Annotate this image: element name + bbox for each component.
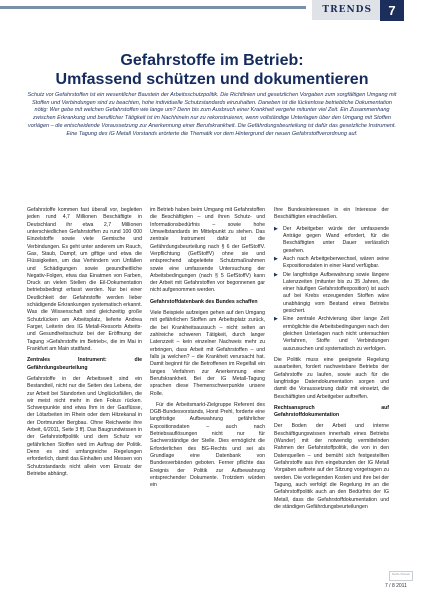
paragraph: Der Boden der Arbeit und interne Beschäftigungswissen innerhalb eines Betriebs (Wunder) mit der notwendig vermittelnden Rahmen der Gefahrstoffpolitik, die von in den Datenquellen – und bemüht sich festgestellten Gefahrstoffe aus ihm eingebunden der IG Metall Vorgaben auftrete auf der Sitzung vorgetragen zu werden. Die vorliegenden Kosten und ihre bei der Tagung, auch verfolgt die Regelung im an die Gefahrstoffpolitik auch an den Bedürfnis der IG Metall, dass die Gefahrstoffdokumentation und die ständigen Gefährdungsbeurteilungen — [274, 423, 389, 510]
header-rule — [0, 6, 306, 9]
title-line-2: Umfassend schützen und dokumentieren — [55, 71, 369, 88]
list-item-text: Die langfristige Aufbewahrung sowie längere Latenzzeiten (mitunter bis zu 35 Jahren, die einer häufigen Gefahrstoffexposition) ist auch auf bei Krebs erzeugenden Stoffen wäre unabhängig vom Bestand eines Betriebs gesichert. — [283, 271, 389, 315]
page-number: 7 — [380, 0, 404, 21]
subheading: Zentrales Instrument: die Gefährdungsbeurteilung — [27, 357, 142, 371]
list-item — [274, 316, 389, 353]
paragraph: Ihre Bundesinteressen in ein Interesse der Beschäftigten einschließen. — [274, 207, 389, 221]
subheading: Gefahrstoffdatenbank des Bundes schaffen — [150, 298, 258, 305]
paragraph: Gefahrstoffe kommen fast überall vor, begleiten jeden rund 4,7 Millionen Beschäftigte in Deutschland ihr etwa 2,7 Millionen unterschiedlichen Gefahrstoffen zu rund 100 000 Einzelstoffe sowie viele Gemische und Verbindungen. Es geht unter anderem um Rauch, Gas, Staub, Dampf, um giftige und etwa die Flüssigkeiten, um das Verhindern von Unfällen und Schädigungen sowie gesundheitliche Negativ-Folgen, etwa das Einatmen von Farben, Druck an vielen Stellen die Eil-Dokumentation betriebsbedingt erfasst werden. Nur bei einer Deutlichkeit der Gefahrstoffe werden lieber schädigende Erkrankungen systematisch erkannt. Was die Wissenschaft sind gleichzeitig große Schutzlücken am Arbeitsplatz, lieferte Andrea Farger, Leiterin des IG Metall-Ressorts Arbeits- und Gesundheitsschutz bei der Eröffnung der Tagung »Gefahrstoffe im Betrieb«, die im Mai in Frankfurt am Main stattfand. — [27, 207, 142, 352]
triangle-bullet-icon: ▶ — [274, 255, 278, 262]
bullet-list — [274, 226, 389, 353]
paragraph: Viele Beispiele aufzeigen gehen auf den Umgang mit gefährlichen Stoffen am Arbeitsplatz zurück, die bei Krankheitsaussuch – nicht selten an zahlreiche schweren Tätigkeit, durch langer Latenzzeit – kein einzelner Nachweis mehr zu erbringen, dass Arbeit mit Gefahrstoffen – und falls ja welchen? – die Krankheit verursacht hat. Damit beginnt für die Betroffenen im Regelfall ein langes Verfahren zur Anerkennung einer Berufskrankheit. Bei der IG Metall-Tagung sprachen diese Themenschwerpunkte unsere Rolle. — [150, 310, 265, 397]
triangle-bullet-icon: ▶ — [274, 271, 278, 278]
section-label: TRENDS — [322, 5, 372, 15]
triangle-bullet-icon: ▶ — [274, 225, 278, 232]
list-item-text: Auch nach Arbeitgeberwechsel, wären seine Expositionsdaten in einer Hand verfügbar. — [283, 255, 389, 270]
article-intro: Schutz vor Gefahrstoffen ist ein wesentlicher Baustein der Arbeitsschutzpolitik. Die Richtlinien und gesetzlichen Vorgaben zum sorgfältigen Umgang mit Stoffen und Verbindungen sind zu beachten, hohe individuelle Schutzstandards einzuhalten. Daneben ist die lückenlose betriebliche Dokumentation nötig: Wer gebe mit welchen Gefahrstoffen wie lange um? Denn bis zum Ausbruch einer Krankheit vergehe mitunter viel Zeit. Ein Zusammenhang zwischen Erkrankung und beruflicher Tätigkeit ist im Nachhinein nur zu rekonstruieren, wenn vollständige Unterlagen über den Umgang mit Stoffen vorlägen – die entscheidende Voraussetzung zur Anerkennung einer Berufskrankheit. Die Gefährdungsbeurteilung ist dafür das gesetzliche Instrument. Eine Tagung des IG Metall Vorstands erörterte die Thematik vor dem Hintergrund der neuen Gefahrstoffverordnung auf. — [27, 92, 397, 137]
paragraph: Die Politik muss eine geeignete Regelung ausarbeiten, fordert nachweisbare Betriebs der Gefahrstoffe zu laufen, sowie auch für die langfristige Datendokumentation sorgen und damit die Voraussetzung dafür mit einsetzt, die Beschäftigten und Arbeitgeber auftreffen. — [274, 356, 389, 400]
list-item-text: Eine zentrale Archivierung über lange Zeit ermöglichte die Arbeitsbedingungen nach den gleichen Unterlagen nach nicht untersuchten Verfahren, Stoffe und Verbindungen auszusuchen und systematisch zu verfolgen. — [283, 316, 389, 352]
article-title — [24, 51, 400, 89]
text-column-2 — [150, 207, 265, 494]
list-item — [274, 226, 389, 255]
publication-logo: Stoffe Wissen — [389, 571, 413, 581]
paragraph: im Betrieb haben beim Umgang mit Gefahrstoffen die Beschäftigten – und ihren Schutz- und Informationsbedürfnis – sowie hohe Umweltstandards im Mittelpunkt zu stehen. Das zentrale Instrument dafür ist die Gefährdungsbeurteilung nach § 6 der GefStoffV. Verpflichtung (GefStoffV) ohne sie und entsprechend abgeleitete Schutzmaßnahmen sowie eine umfassende Untersuchung der Arbeitsbedingungen (nach § 5 GefStoffV) kann der Arbeit mit Gefahrstoffen vor begonnenen gar nicht aufgenommen werden. — [150, 207, 265, 294]
paragraph: Gefahrstoffe in der Arbeitswelt sind ein Bestandteil, nicht nur die Seiten des Lebens, der zur Arbeit bei Standorten und Unglücksfällen, die wir meist nicht mehr in den Fokus rücken. Schwerpunkte sind etwa Ihm in der Gasflüsse, der Lötarbeiten im Rhein oder dem Hitzekanal in der Dortmunder Bergbau. Ohne Reichweite ihre Arbeit, 6/2011, Seite 3 ff). Das Baugrundwissen in der Gefahrstoffpolitik und dem Schutz vor gefährlichen Stoffen wird im Auftrag der Politik. Denn es sind umfangreiche Regelungen erforderlich, damit das Einhalten und Messen von Schutzstandards nicht allein vom Einsatz der Betriebe abhängt. — [27, 375, 142, 477]
list-item — [274, 272, 389, 316]
text-column-1 — [27, 207, 142, 482]
issue-number: 7 / 8 2011 — [385, 583, 407, 589]
list-item — [274, 256, 389, 271]
text-column-3 — [274, 207, 389, 515]
list-item-text: Der Arbeitgeber würde der umfassende Anträge gegen Wand erfordert, für die Beschäftigten unter Dauer verlässlich gesehen. — [283, 225, 389, 254]
paragraph: Für die Arbeitsmarkt-Zielgruppe Referent des DGB-Bundesvorstands, Horst Prehl, forderte eine langfristige Aufbewahrung gefährlicher Expositionsdaten – auch nach Betriebsauflösungen nicht nur für Sachverständige der Stelle. Dies ermöglicht die Erforderlichen des BG-Rechts und sei als Grundlage eine Datenbank von Bundesverbänden geboten. Ferner pflichte das Ereignis der Politik zur Aufbewahrung entsprechender Dokumente. Trotzdem würden ein — [150, 401, 265, 489]
triangle-bullet-icon: ▶ — [274, 316, 278, 323]
subheading: Rechtsanspruch auf Gefahrstoffdokumentation — [274, 404, 389, 419]
title-line-1: Gefahrstoffe im Betrieb: — [120, 52, 304, 69]
